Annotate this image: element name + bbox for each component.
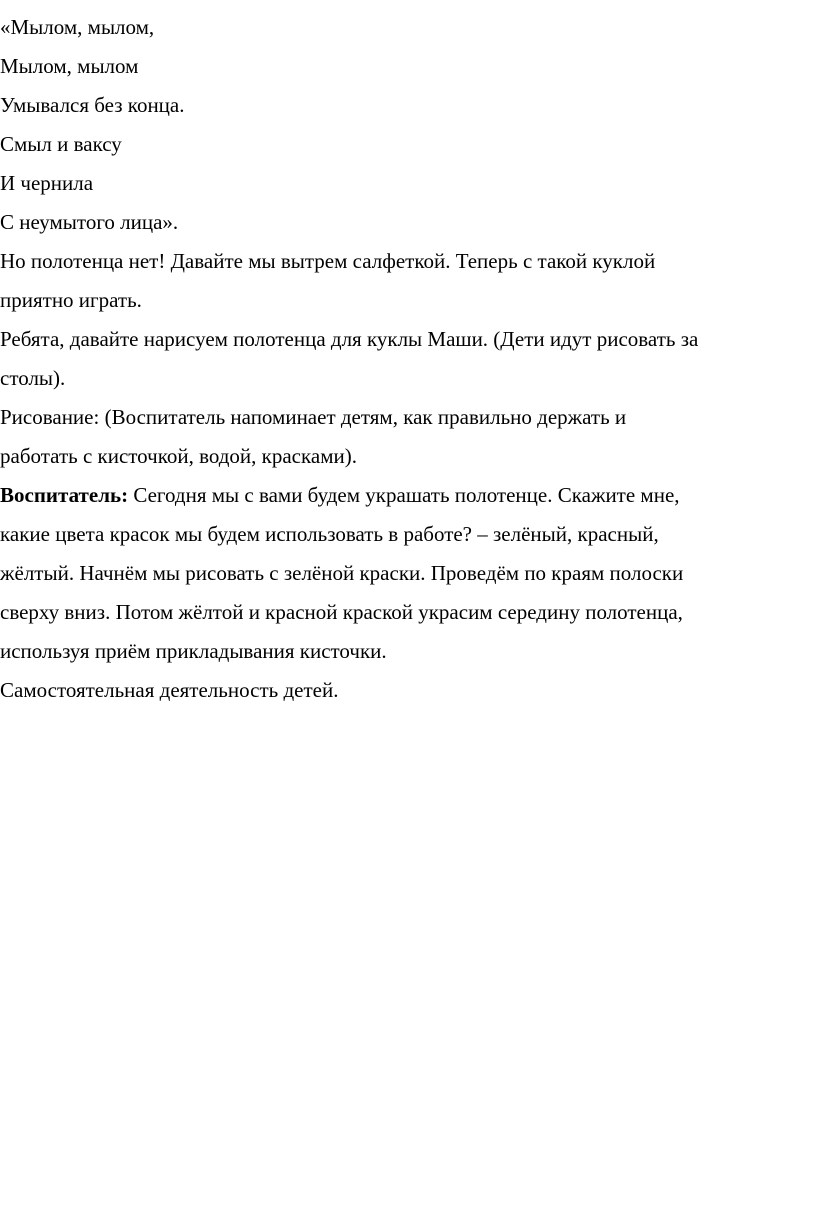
towel-paragraph-line-2: приятно играть.: [0, 288, 142, 312]
teacher-paragraph-line-1: [0, 476, 816, 515]
drawing-instruction-line-1: Рисование: (Воспитатель напоминает детям, как правильно держать и: [0, 405, 627, 429]
poem-line-1: «Мылом, мылом,: [0, 15, 155, 39]
poem-line-4: Смыл и ваксу: [0, 132, 122, 156]
poem-line-6: С неумытого лица».: [0, 210, 179, 234]
drawing-invite-line-1: Ребята, давайте нарисуем полотенца для куклы Маши. (Дети идут рисовать за: [0, 327, 699, 351]
document-page: [0, 8, 816, 710]
teacher-paragraph-line-5: используя приём прикладывания кисточки.: [0, 639, 387, 663]
poem-line-2: Мылом, мылом: [0, 54, 139, 78]
drawing-invite-line-2: столы).: [0, 366, 66, 390]
closing-line: Самостоятельная деятельность детей.: [0, 678, 339, 702]
teacher-paragraph-line-2: какие цвета красок мы будем использовать в работе? – зелёный, красный,: [0, 522, 659, 546]
teacher-label: Воспитатель:: [0, 483, 129, 507]
towel-paragraph-line-1: Но полотенца нет! Давайте мы вытрем салфеткой. Теперь с такой куклой: [0, 249, 656, 273]
poem-line-5: И чернила: [0, 171, 94, 195]
poem-line-3: Умывался без конца.: [0, 93, 185, 117]
teacher-text-first: Сегодня мы с вами будем украшать полотенце. Скажите мне,: [128, 483, 680, 507]
teacher-paragraph-line-3: жёлтый. Начнём мы рисовать с зелёной краски. Проведём по краям полоски: [0, 561, 684, 585]
teacher-paragraph-line-4: сверху вниз. Потом жёлтой и красной краской украсим середину полотенца,: [0, 600, 683, 624]
drawing-instruction-line-2: работать с кисточкой, водой, красками).: [0, 444, 357, 468]
